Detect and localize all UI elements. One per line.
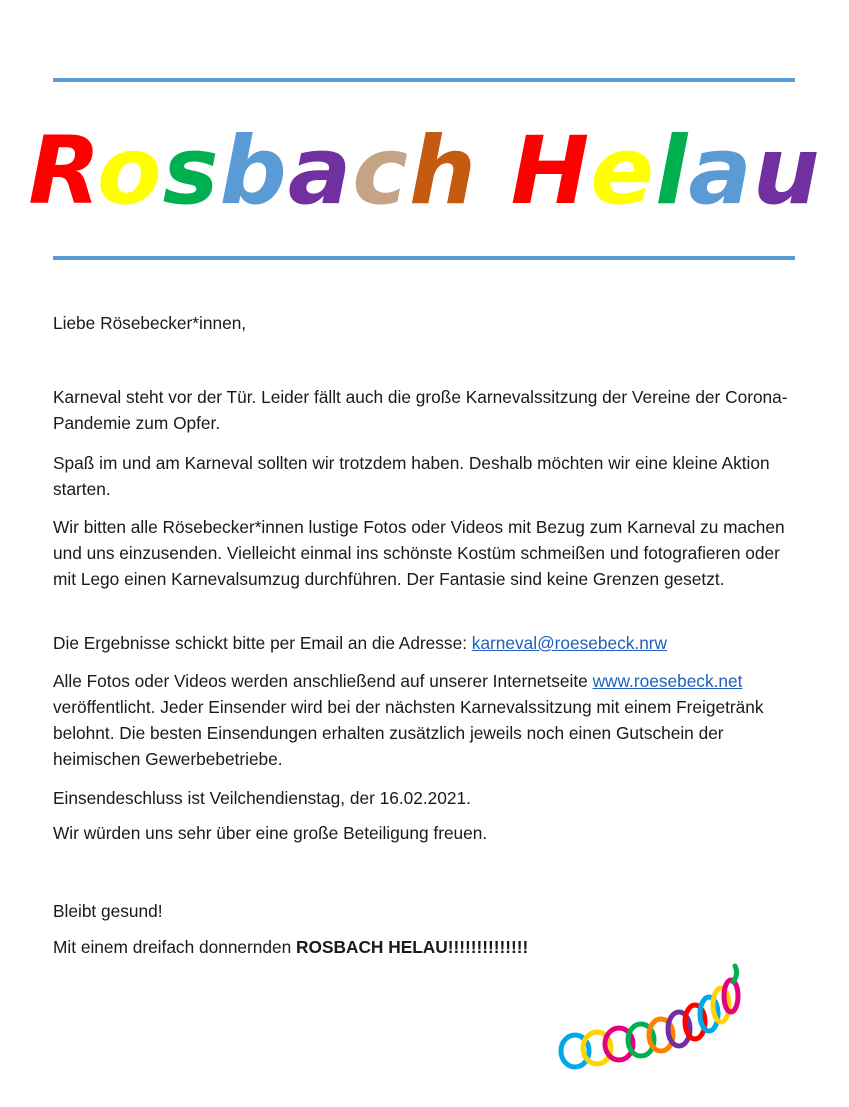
greeting: Liebe Rösebecker*innen, — [53, 313, 247, 333]
headline-letter: s — [162, 117, 220, 226]
headline-rosbach-helau — [0, 112, 849, 232]
headline-letter: u — [752, 117, 821, 226]
website-link[interactable]: www.roesebeck.net — [592, 671, 743, 691]
headline-letter — [477, 117, 511, 226]
closing-stay-healthy: Bleibt gesund! — [53, 901, 163, 921]
email-link[interactable]: karneval@roesebeck.nrw — [471, 633, 668, 653]
headline-letter: a — [688, 117, 753, 226]
headline-letter: c — [352, 117, 410, 226]
headline-letter: a — [287, 117, 353, 226]
email-intro-text: Die Ergebnisse schickt bitte per Email an die Adresse: — [53, 633, 472, 653]
headline-letter: l — [655, 117, 689, 226]
paragraph-email — [53, 630, 795, 656]
closing-helau-bold: ROSBACH HELAU!!!!!!!!!!!!!! — [296, 937, 529, 957]
paragraph-action: Spaß im und am Karneval sollten wir trotzdem haben. Deshalb möchten wir eine kleine Aktion starten. — [53, 453, 770, 499]
party-streamer-image — [553, 958, 757, 1086]
publication-text-end: veröffentlicht. Jeder Einsender wird bei der nächsten Karnevalssitzung mit einem Freigetränk belohnt. Die besten Einsendungen erhalten zusätzlich jeweils noch einen Gutschein der heimischen Gewerbebetriebe. — [53, 697, 764, 769]
closing-helau — [53, 934, 795, 960]
paragraph-deadline: Einsendeschluss ist Veilchendienstag, der 16.02.2021. — [53, 788, 471, 808]
headline-letter: b — [219, 117, 288, 226]
headline-letter: o — [97, 117, 163, 226]
headline-letter: h — [409, 117, 477, 226]
paragraph-intro: Karneval steht vor der Tür. Leider fällt auch die große Karnevalssitzung der Vereine der Corona-Pandemie zum Opfer. — [53, 387, 788, 433]
headline-letter: H — [510, 117, 591, 226]
headline-letter: R — [28, 117, 97, 226]
paragraph-publication — [53, 668, 795, 772]
closing-helau-text: Mit einem dreifach donnernden — [53, 937, 297, 957]
top-rule — [53, 78, 795, 82]
paragraph-participation: Wir würden uns sehr über eine große Beteiligung freuen. — [53, 823, 488, 843]
paragraph-request: Wir bitten alle Rösebecker*innen lustige Fotos oder Videos mit Bezug zum Karneval zu machen und uns einzusenden. Vielleicht einmal ins schönste Kostüm schmeißen und fotografieren oder mit Lego einen Karnevalsumzug durchführen. Der Fantasie sind keine Grenzen gesetzt. — [53, 517, 785, 589]
bottom-rule — [53, 256, 795, 260]
publication-text-start: Alle Fotos oder Videos werden anschließend auf unserer Internetseite — [53, 671, 593, 691]
headline-letter: e — [590, 117, 656, 226]
